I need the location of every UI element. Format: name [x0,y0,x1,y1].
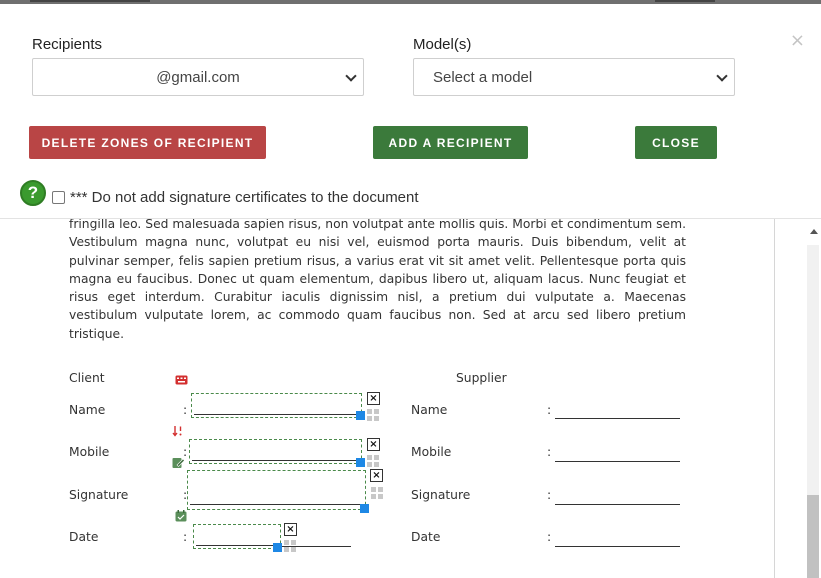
supplier-name-label: Name [411,403,448,417]
resize-grip-icon[interactable] [371,487,383,499]
zone-resize-handle[interactable] [360,504,369,513]
no-certificates-label: *** Do not add signature certificates to the document [70,189,419,206]
delete-zones-button[interactable]: DELETE ZONES OF RECIPIENT [29,126,266,159]
supplier-signature-label: Signature [411,488,471,502]
recipient-select-value: @gmail.com [156,68,240,86]
colon: : [547,488,552,502]
scroll-up-icon[interactable] [810,229,818,234]
signature-zone-mobile[interactable] [189,439,362,464]
modal-close-icon[interactable]: × [789,30,805,51]
background-text-line [655,0,715,2]
supplier-name-line [555,418,680,419]
client-mobile-label: Mobile [69,445,110,459]
supplier-date-label: Date [411,530,441,544]
recipients-label: Recipients [32,36,103,53]
recipient-select[interactable] [32,58,364,96]
client-date-label: Date [69,530,99,544]
client-name-label: Name [69,403,106,417]
supplier-date-line [555,546,680,547]
document-paragraph: fringilla leo. Sed malesuada sapien risus, non volutpat ante mollis quis. Morbi et condimentum sem. Vestibulum magna nunc, volutpat eu nisi vel, euismod porta mauris. Duis bibendum, velit at pulvinar semper, felis sapien pretium risus, a varius erat vit sit amet velit. Pellentesque porta quis magna eu faucibus. Donec ut quam elementum, dapibus libero ut, aliquam lacus. Nunc feugiat et risus eget interdum. Curabitur iaculis dignissim nisl, a pretium dui vulputate a. Maecenas vestibulum vulputate lorem, ac commodo quam faucibus non. Sed at arcu sed libero pretium tristique. [69,219,686,341]
supplier-heading: Supplier [456,371,507,385]
zone-close-icon[interactable]: × [284,523,297,536]
scroll-thumb[interactable] [807,495,819,578]
model-select[interactable] [413,58,735,96]
signature-zone-name[interactable] [191,393,362,418]
sort-icon[interactable] [172,425,184,437]
zone-resize-handle[interactable] [273,543,282,552]
supplier-mobile-line [555,461,680,462]
colon: : [547,530,552,544]
zone-close-icon[interactable]: × [367,392,380,405]
help-icon[interactable]: ? [20,180,46,206]
zone-input-line [190,504,363,505]
document-preview [0,219,775,578]
signature-zones-modal [0,4,821,578]
zone-resize-handle[interactable] [356,411,365,420]
zone-input-line [192,460,359,461]
chevron-down-icon [716,70,727,81]
resize-grip-icon[interactable] [367,409,379,421]
zone-input-line [194,414,359,415]
colon: : [183,488,188,502]
resize-grip-icon[interactable] [367,455,379,467]
model-select-value: Select a model [433,68,533,86]
zone-close-icon[interactable]: × [367,438,380,451]
close-button[interactable]: CLOSE [635,126,717,159]
modal-header [0,4,821,219]
no-certificates-checkbox[interactable] [52,191,65,204]
signature-zone-date[interactable] [193,524,281,549]
zone-resize-handle[interactable] [356,458,365,467]
supplier-mobile-label: Mobile [411,445,452,459]
document-scrollbar[interactable] [775,219,821,578]
colon: : [547,445,552,459]
calendar-icon[interactable] [175,510,187,522]
signature-pen-icon[interactable] [172,456,185,469]
resize-grip-icon[interactable] [284,540,296,552]
client-signature-label: Signature [69,488,129,502]
client-heading: Client [69,371,105,385]
zone-close-icon[interactable]: × [370,469,383,482]
colon: : [183,445,188,459]
add-recipient-button[interactable]: ADD A RECIPIENT [373,126,528,159]
colon: : [183,530,188,544]
signature-zone-signature[interactable] [187,470,366,510]
colon: : [547,403,552,417]
keyboard-icon[interactable] [175,375,188,385]
chevron-down-icon [345,70,356,81]
colon: : [183,403,188,417]
background-text-line [30,0,150,2]
supplier-signature-line [555,504,680,505]
models-label: Model(s) [413,36,472,53]
zone-input-line [196,545,278,546]
